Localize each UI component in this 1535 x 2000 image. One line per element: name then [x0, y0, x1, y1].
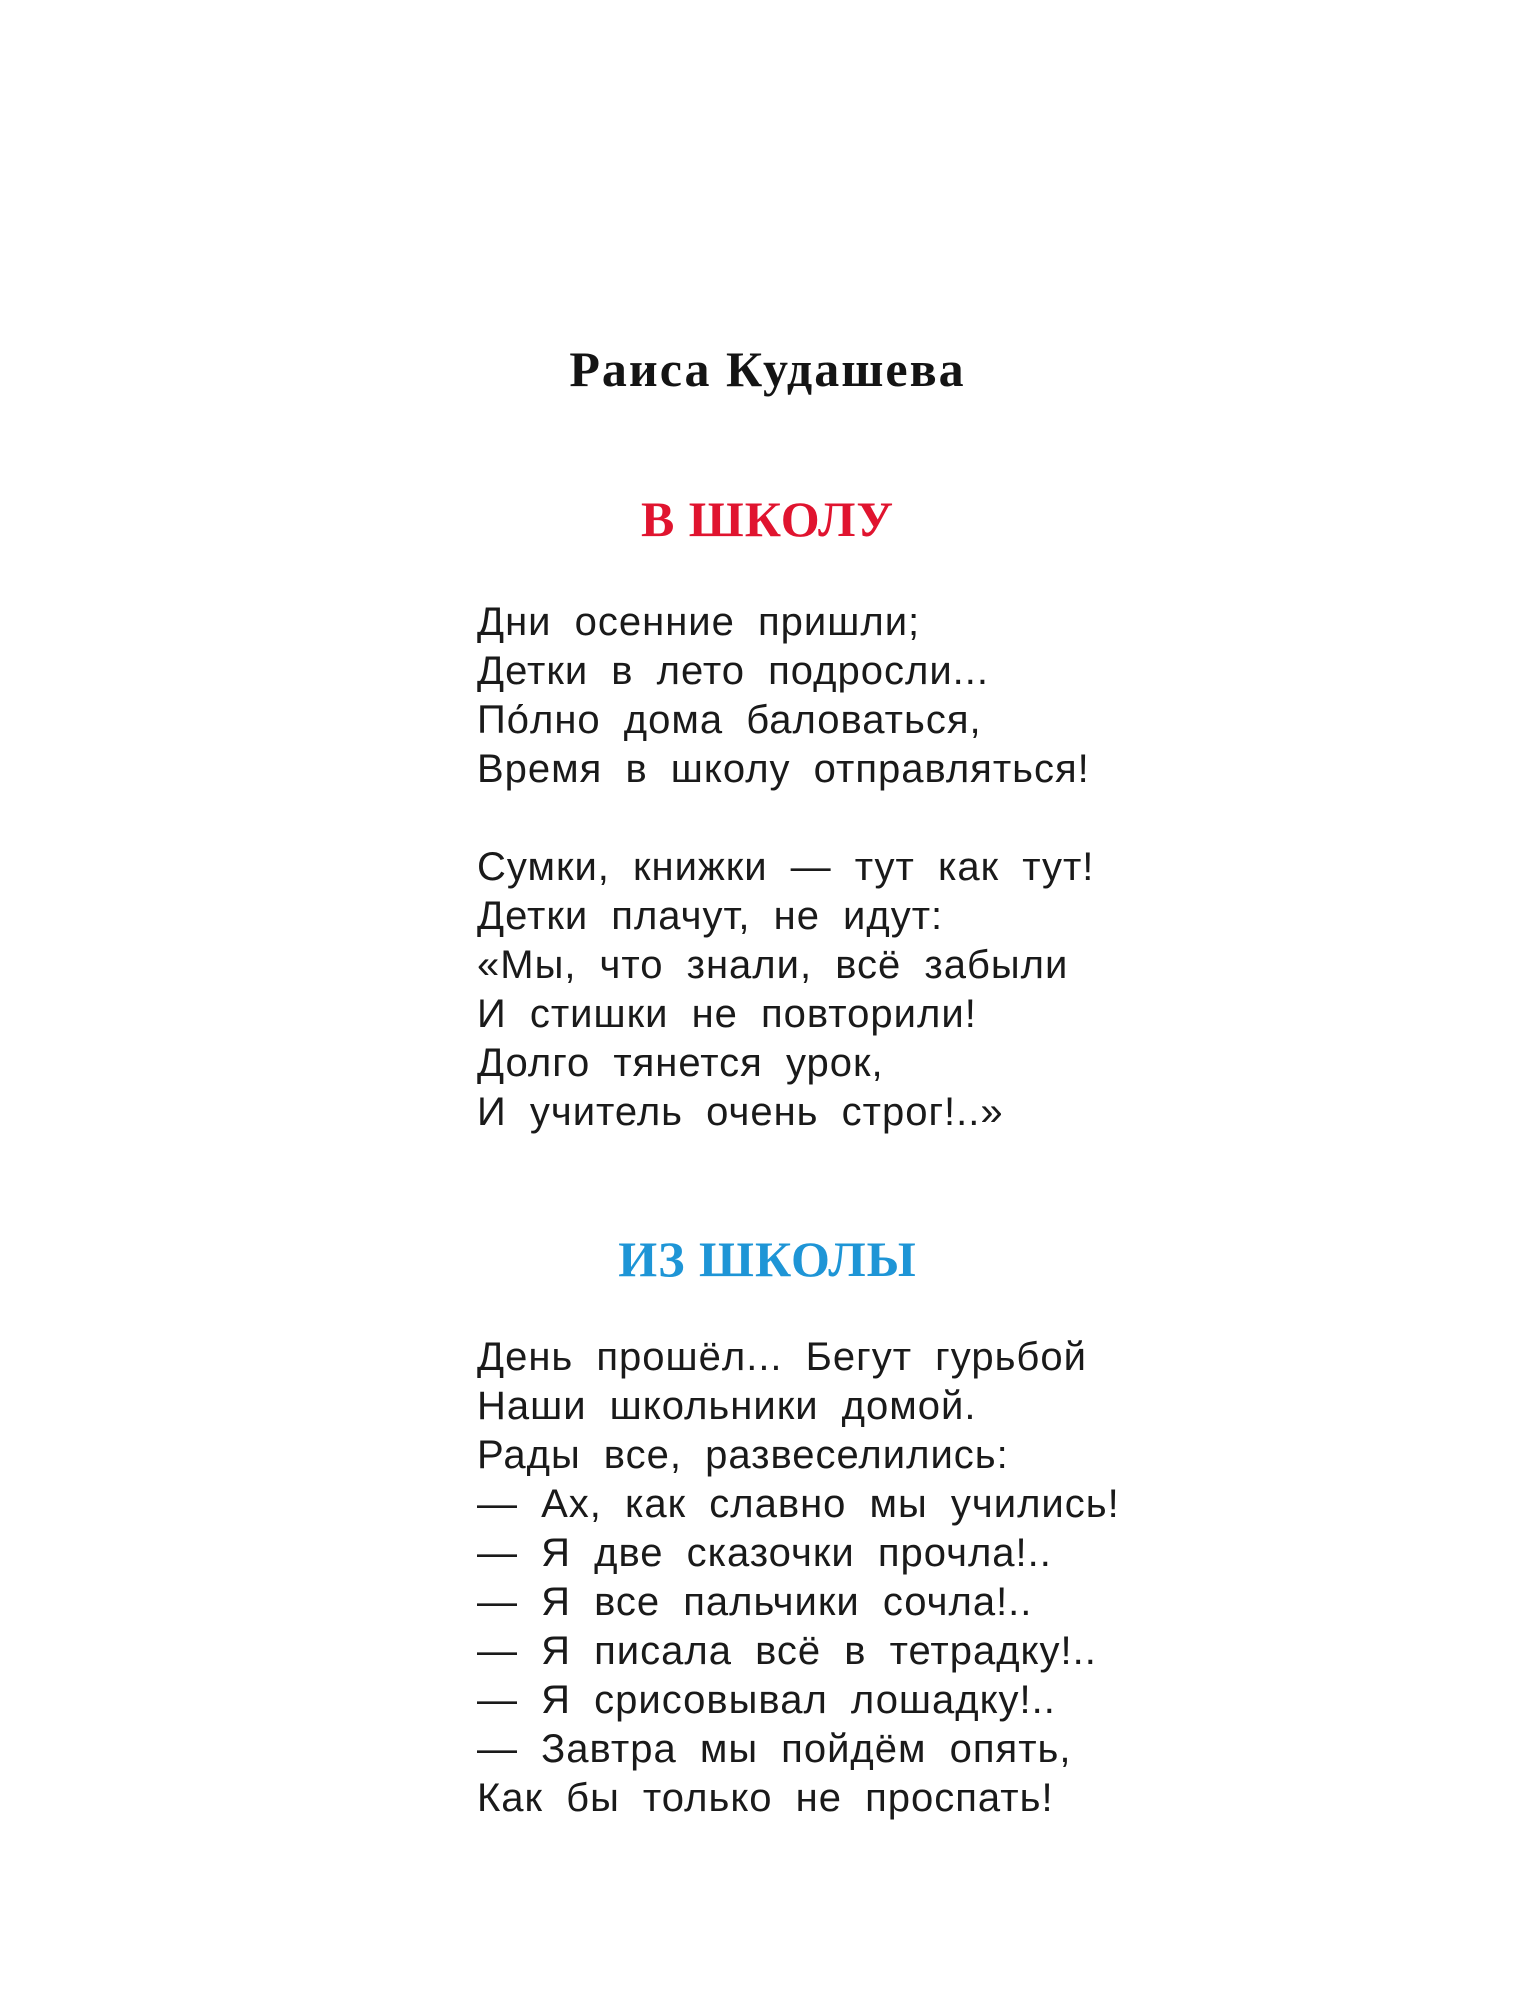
poem-title-from-school: ИЗ ШКОЛЫ: [618, 1231, 917, 1287]
poem-line: Детки плачут, не идут:: [477, 894, 944, 938]
poem-line: Детки в лето подросли...: [477, 649, 990, 693]
poem-title-to-school: В ШКОЛУ: [640, 491, 895, 547]
poem-line: — Я две сказочки прочла!..: [477, 1531, 1052, 1575]
poem-line: — Я срисовывал лошадку!..: [477, 1678, 1056, 1722]
poem-line: — Ах, как славно мы учились!: [477, 1482, 1120, 1526]
poem-line: — Я все пальчики сочла!..: [477, 1580, 1033, 1624]
poem-line: По́лно дома баловаться,: [477, 698, 982, 742]
poem-line: «Мы, что знали, всё забыли: [477, 943, 1069, 987]
poem-line: Сумки, книжки — тут как тут!: [477, 845, 1095, 889]
poem-line: — Я писала всё в тетрадку!..: [477, 1629, 1097, 1673]
poem-line: И учитель очень строг!..»: [477, 1090, 1004, 1134]
poem-line: Как бы только не проспать!: [477, 1776, 1054, 1820]
poem-stanza: [477, 1333, 1120, 1823]
poem-line: И стишки не повторили!: [477, 992, 977, 1036]
poem-line: Рады все, развеселились:: [477, 1433, 1009, 1477]
poem-line: День прошёл... Бегут гурьбой: [477, 1335, 1087, 1379]
poem-line: Наши школьники домой.: [477, 1384, 977, 1428]
author-name: Раиса Кудашева: [569, 341, 966, 397]
poem-line: Долго тянется урок,: [477, 1041, 884, 1085]
poem-line: Время в школу отправляться!: [477, 747, 1090, 791]
poem-stanza: [477, 843, 1094, 1137]
poem-line: — Завтра мы пойдём опять,: [477, 1727, 1072, 1771]
poem-stanza: [477, 598, 1090, 794]
poem-line: Дни осенние пришли;: [477, 600, 921, 644]
